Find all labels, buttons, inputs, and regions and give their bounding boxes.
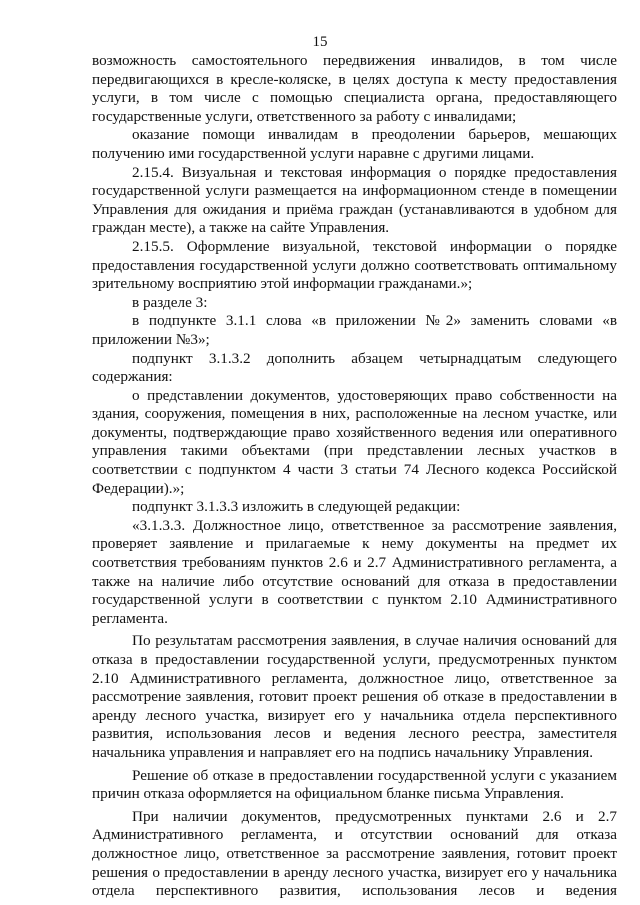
- paragraph-12: Решение об отказе в предоставлении государственной услуги с указанием причин отказа оформляется на официальном бланке письма Управления.: [92, 766, 617, 803]
- paragraph-3: 2.15.4. Визуальная и текстовая информация о порядке предоставления государственной услуги размещается на информационном стенде в помещении Управления для ожидания и приёма граждан (устанавливаются в удобном для граждан месте), а также на сайте Управления.: [92, 163, 617, 237]
- page-number: 15: [312, 34, 328, 50]
- paragraph-2: оказание помощи инвалидам в преодолении барьеров, мешающих получению ими государственной услуги наравне с другими лицами.: [92, 126, 617, 162]
- paragraph-7: подпункт 3.1.3.2 дополнить абзацем четырнадцатым следующего содержания:: [92, 349, 617, 386]
- paragraph-10: «3.1.3.3. Должностное лицо, ответственное за рассмотрение заявления, проверяет заявление и прилагаемые к нему документы на предмет их соответствия требованиям пунктов 2.6 и 2.7 Административного регламента, а также на наличие либо отсутствие оснований для отказа в предоставлении государственной услуги в соответствии с пунктом 2.10 Административного регламента.: [92, 516, 617, 627]
- paragraph-9: подпункт 3.1.3.3 изложить в следующей редакции:: [132, 498, 461, 516]
- paragraph-6: в подпункте 3.1.1 слова «в приложении №2» заменить словами «в приложении №3»;: [92, 312, 617, 348]
- paragraph-8: о представлении документов, удостоверяющих право собственности на здания, сооружения, помещения в них, расположенные на лесном участке, или документы, подтверждающие право хозяйственного ведения или оперативного управления такими объектами (при представлении лесных участков в соответствии с подпунктом 4 части 3 статьи 74 Лесного кодекса Российской Федерации).»;: [92, 386, 617, 497]
- paragraph-4: 2.15.5. Оформление визуальной, текстовой информации о порядке предоставления государственной услуги должно соответствовать оптимальному зрительному восприятию этой информации гражданами.»;: [92, 237, 617, 293]
- paragraph-1: возможность самостоятельного передвижения инвалидов, в том числе передвигающихся в кресле-коляске, в целях доступа к месту предоставления услуги, в том числе с помощью специалиста органа, предоставляющего государственные услуги, ответственного за работу с инвалидами;: [92, 52, 617, 125]
- paragraph-11: По результатам рассмотрения заявления, в случае наличия оснований для отказа в предоставлении государственной услуги, предусмотренных пунктом 2.10 Административного регламента, должностное лицо, ответственное за рассмотрение заявления, готовит проект решения об отказе в предоставлении в аренду лесного участка, визирует его у начальника отдела перспективного развития, использования лесов и ведения лесного реестра, заместителя начальника управления и направляет его на подпись начальнику Управления.: [92, 632, 617, 761]
- paragraph-5: в разделе 3:: [132, 293, 208, 311]
- paragraph-13: При наличии документов, предусмотренных пунктами 2.6 и 2.7 Административного регламента, и отсутствии оснований для отказа должностное лицо, ответственное за рассмотрение заявления, готовит проект решения о предоставлении в аренду лесного участка, визирует его у начальника отдела перспективного развития, использования лесов и ведения: [92, 807, 617, 900]
- document-body: [92, 52, 617, 901]
